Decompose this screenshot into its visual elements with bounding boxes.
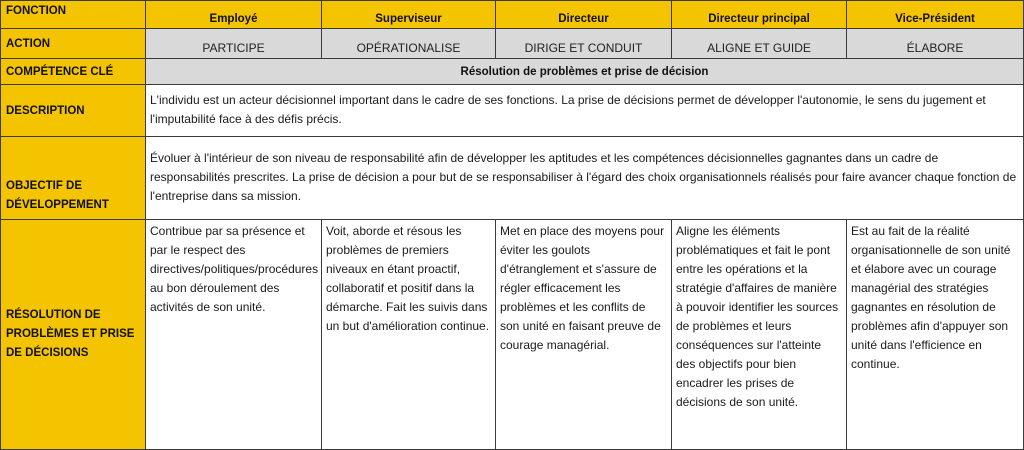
function-directeur: Directeur	[496, 0, 672, 29]
competence-title: Résolution de problèmes et prise de décision	[146, 59, 1024, 85]
resolution-vice-president: Est au fait de la réalité organisationnelle de son unité et élabore avec un courage managérial des stratégies gagnantes en résolution de problèmes afin d'appuyer son unité dans l'efficience en continue.	[847, 220, 1024, 450]
action-aligne: ALIGNE ET GUIDE	[672, 29, 847, 59]
resolution-superviseur: Voit, aborde et résous les problèmes de premiers niveaux en étant proactif, collaboratif et positif dans la démarche. Fait les suivis dans un but d'amélioration continue.	[322, 220, 496, 450]
competence-header: COMPÉTENCE CLÉ	[0, 59, 146, 85]
description-text: L'individu est un acteur décisionnel important dans le cadre de ses fonctions. La prise de décisions permet de développer l'autonomie, le sens du jugement et l'imputabilité face à des défis précis.	[146, 85, 1024, 137]
function-employe: Employé	[146, 0, 322, 29]
resolution-directeur: Met en place des moyens pour éviter les goulots d'étranglement et s'assure de régler efficacement les problèmes et les conflits de son unité en faisant preuve de courage managérial.	[496, 220, 672, 450]
function-directeur-principal: Directeur principal	[672, 0, 847, 29]
action-operationalise: OPÉRATIONALISE	[322, 29, 496, 59]
action-header: ACTION	[0, 29, 146, 59]
function-vice-president: Vice-Président	[847, 0, 1024, 29]
function-superviseur: Superviseur	[322, 0, 496, 29]
action-dirige: DIRIGE ET CONDUIT	[496, 29, 672, 59]
objectif-text: Évoluer à l'intérieur de son niveau de responsabilité afin de développer les aptitudes et les compétences décisionnelles gagnantes dans un cadre de responsabilités prescrites. La prise de décision a pour but de se responsabiliser à l'égard des choix organisationnels réalisés pour faire avancer chaque fonction de l'entreprise dans sa mission.	[146, 137, 1024, 220]
resolution-employe: Contribue par sa présence et par le respect des directives/politiques/procédures au bon déroulement des activités de son unité.	[146, 220, 322, 450]
resolution-directeur-principal: Aligne les éléments problématiques et fait le pont entre les opérations et la stratégie d'affaires de manière à pouvoir identifier les sources de problèmes et leurs conséquences sur l'atteinte des objectifs pour bien encadrer les prises de décisions de son unité.	[672, 220, 847, 450]
action-elabore: ÉLABORE	[847, 29, 1024, 59]
objectif-header: OBJECTIF DE DÉVELOPPEMENT	[0, 137, 146, 220]
resolution-header: RÉSOLUTION DE PROBLÈMES ET PRISE DE DÉCISIONS	[0, 220, 146, 450]
description-header: DESCRIPTION	[0, 85, 146, 137]
action-participe: PARTICIPE	[146, 29, 322, 59]
fonction-header: FONCTION	[0, 0, 146, 29]
